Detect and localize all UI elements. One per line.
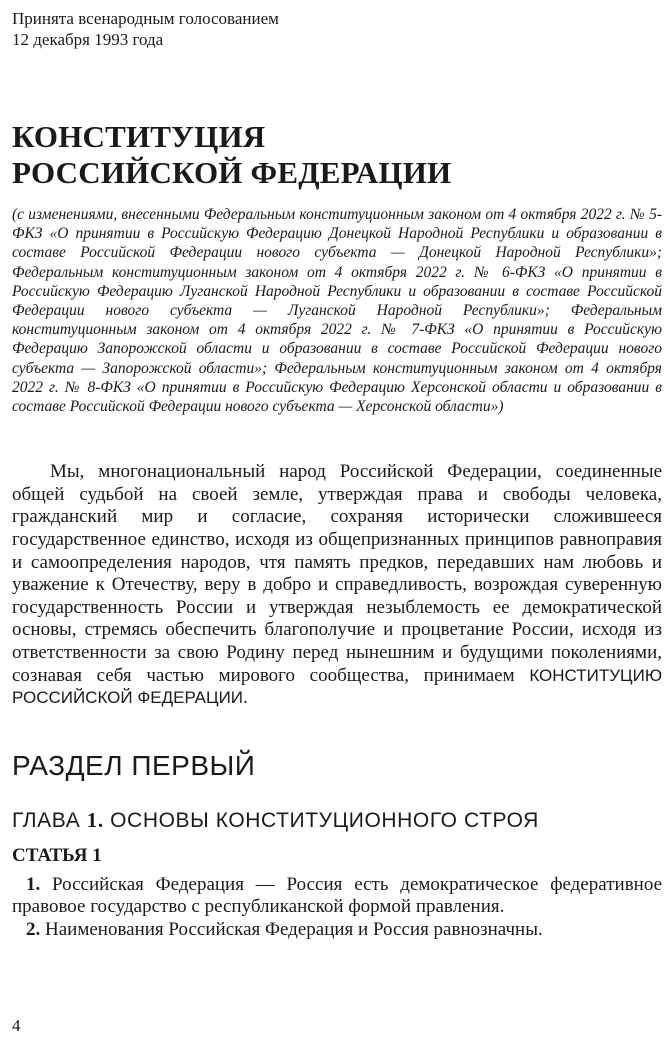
chapter-number: 1. xyxy=(86,807,104,832)
page-number: 4 xyxy=(12,1016,21,1035)
chapter-prefix: ГЛАВА xyxy=(12,808,81,832)
adoption-line-2: 12 декабря 1993 года xyxy=(12,30,164,49)
article-clause xyxy=(12,874,662,919)
document-title-line-2: РОССИЙСКОЙ ФЕДЕРАЦИИ xyxy=(12,155,452,190)
preamble-end: . xyxy=(243,687,248,709)
preamble-text: Мы, многонациональный народ Российской Федерации, соединенные общей судьбой на своей земле, утверждая права и свободы человека, гражданский мир и согласие, сохраняя исторически сложившееся государственное единство, исходя из общепризнанных принципов равноправия и самоопределения народов, чтя память предков, передавших нам любовь и уважение к Отечеству, веру в добро и справедливость, возрождая суверенную государственность России и утверждая незыблемость ее демократической основы, стремясь обеспечить благополучие и процветание России, исходя из ответственности за свою Родину перед нынешним и будущими поколениями, сознавая себя частью мирового сообщества, принимаем xyxy=(12,461,662,686)
article-title: СТАТЬЯ 1 xyxy=(12,844,102,866)
document-title-line-1: КОНСТИТУЦИЯ xyxy=(12,119,266,154)
chapter-name: ОСНОВЫ КОНСТИТУЦИОННОГО СТРОЯ xyxy=(110,808,539,832)
preamble xyxy=(12,461,662,710)
clause-number: 1. xyxy=(26,873,41,895)
document-page xyxy=(12,8,662,942)
clause-text: Российская Федерация — Россия есть демократическое федеративное правовое государство с республиканской формой правления. xyxy=(12,873,662,918)
document-title xyxy=(12,119,662,191)
adoption-line-1: Принята всенародным голосованием xyxy=(12,9,279,28)
section-title: РАЗДЕЛ ПЕРВЫЙ xyxy=(12,749,256,781)
clause-text: Наименования Российская Федерация и Россия равнозначны. xyxy=(45,918,543,940)
amendments-note: (с изменениями, внесенными Федеральным конституционным законом от 4 октября 2022 г. № 5-ФКЗ «О принятии в Российскую Федерацию Донецкой Народной Республики и образовании в составе Российской Федерации нового субъекта — Донецкой Народной Республики»; Федеральным конституционным законом от 4 октября 2022 г. № 6-ФКЗ «О принятии в Российскую Федерацию Луганской Народной Республики и образовании в составе Российской Федерации нового субъекта — Луганской Народной Республики»; Федеральным конституционным законом от 4 октября 2022 г. № 7-ФКЗ «О принятии в Российскую Федерацию Запорожской области и образовании в составе Российской Федерации нового субъекта — Запорожской области»; Федеральным конституционным законом от 4 октября 2022 г. № 8-ФКЗ «О принятии в Российскую Федерацию Херсонской области и образовании в составе Российской Федерации нового субъекта — Херсонской области») xyxy=(12,206,662,416)
clause-number: 2. xyxy=(26,918,41,940)
adoption-note xyxy=(12,8,662,50)
article-clause xyxy=(12,919,662,942)
chapter-title xyxy=(12,807,662,834)
article-clauses xyxy=(12,874,662,942)
preamble-emphasis: КОНСТИТУЦИЮ РОССИЙСКОЙ ФЕДЕРАЦИИ xyxy=(12,665,662,708)
